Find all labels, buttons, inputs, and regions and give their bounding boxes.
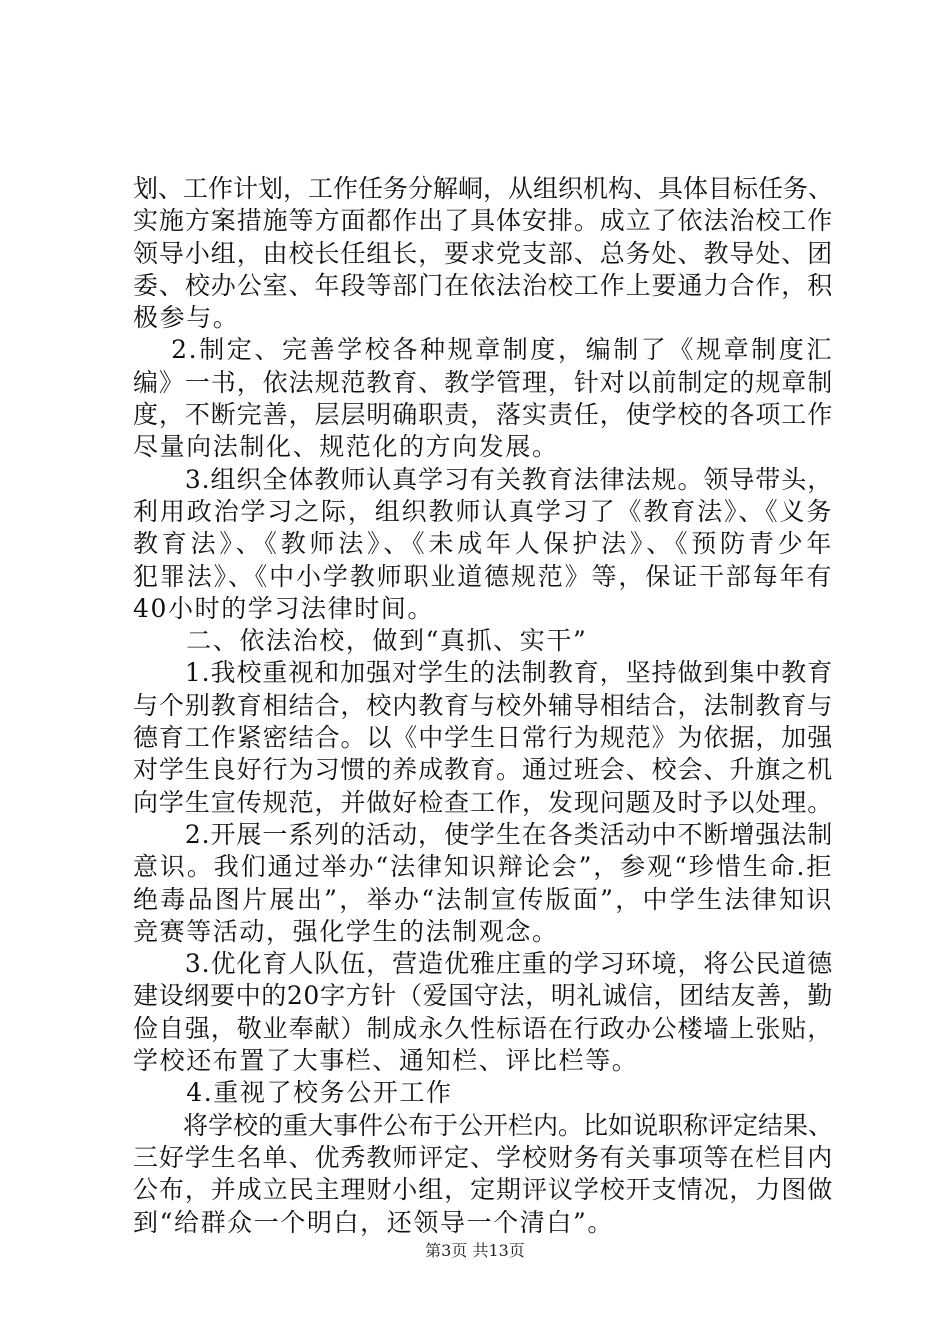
text-line: 尽量向法制化、规范化的方向发展。 (133, 432, 559, 462)
text-line: 将学校的重大事件公布于公开栏内。比如说职称评定结果、 (133, 1110, 834, 1140)
text-line: 2.制定、完善学校各种规章制度，编制了《规章制度汇 (133, 335, 833, 365)
text-line: 对学生良好行为习惯的养成教育。通过班会、校会、升旗之机 (133, 755, 833, 785)
text-line: 度，不断完善，层层明确职责，落实责任，使学校的各项工作 (133, 400, 833, 430)
text-line: 3.组织全体教师认真学习有关教育法律法规。领导带头， (133, 464, 833, 494)
text-line: 公布，并成立民主理财小组，定期评议学校开支情况，力图做 (133, 1175, 833, 1205)
text-line: 3.优化育人队伍，营造优雅庄重的学习环境，将公民道德 (133, 949, 833, 979)
text-line: 建设纲要中的20字方针（爱国守法，明礼诚信，团结友善，勤 (133, 981, 833, 1011)
text-line: 三好学生名单、优秀教师评定、学校财务有关事项等在栏目内 (133, 1142, 833, 1172)
text-line: 竞赛等活动，强化学生的法制观念。 (133, 916, 559, 946)
text-line: 2.开展一系列的活动，使学生在各类活动中不断增强法制 (133, 819, 833, 849)
text-line: 划、工作计划，工作任务分解峒，从组织机构、具体目标任务、 (133, 174, 834, 203)
page-footer: 第3页 共13页 (425, 1241, 525, 1260)
text-line: 1.我校重视和加强对学生的法制教育，坚持做到集中教育 (133, 658, 833, 688)
text-line: 德育工作紧密结合。以《中学生日常行为规范》为依据，加强 (133, 723, 833, 753)
text-line: 实施方案措施等方面都作出了具体安排。成立了依法治校工作 (133, 206, 833, 236)
text-line: 二、依法治校，做到“真抓、实干” (133, 626, 588, 656)
text-line: 犯罪法》、《中小学教师职业道德规范》等，保证干部每年有 (133, 561, 833, 591)
text-line: 意识。我们通过举办“法律知识辩论会”，参观“珍惜生命.拒 (133, 852, 833, 882)
document-body (133, 173, 833, 1239)
text-line: 教育法》、《教师法》、《未成年人保护法》、《预防青少年 (133, 529, 833, 559)
text-line: 到“给群众一个明白，还领导一个清白”。 (133, 1207, 614, 1237)
text-line: 领导小组，由校长任组长，要求党支部、总务处、教导处、团 (133, 238, 833, 268)
text-line: 俭自强，敬业奉献）制成永久性标语在行政办公楼墙上张贴， (133, 1013, 833, 1043)
text-line: 编》一书，依法规范教育、教学管理，针对以前制定的规章制 (133, 367, 833, 397)
text-line: 学校还布置了大事栏、通知栏、评比栏等。 (133, 1046, 639, 1076)
text-line: 极参与。 (133, 303, 240, 333)
text-line: 与个别教育相结合，校内教育与校外辅导相结合，法制教育与 (133, 690, 833, 720)
text-line: 4.重视了校务公开工作 (133, 1078, 453, 1108)
text-line: 绝毒品图片展出”，举办“法制宣传版面”，中学生法律知识 (133, 884, 833, 914)
text-line: 委、校办公室、年段等部门在依法治校工作上要通力合作，积 (133, 270, 833, 300)
text-line: 利用政治学习之际，组织教师认真学习了《教育法》、《义务 (133, 496, 833, 526)
text-line: 40小时的学习法律时间。 (133, 593, 435, 623)
text-line: 向学生宣传规范，并做好检查工作，发现问题及时予以处理。 (133, 787, 833, 817)
